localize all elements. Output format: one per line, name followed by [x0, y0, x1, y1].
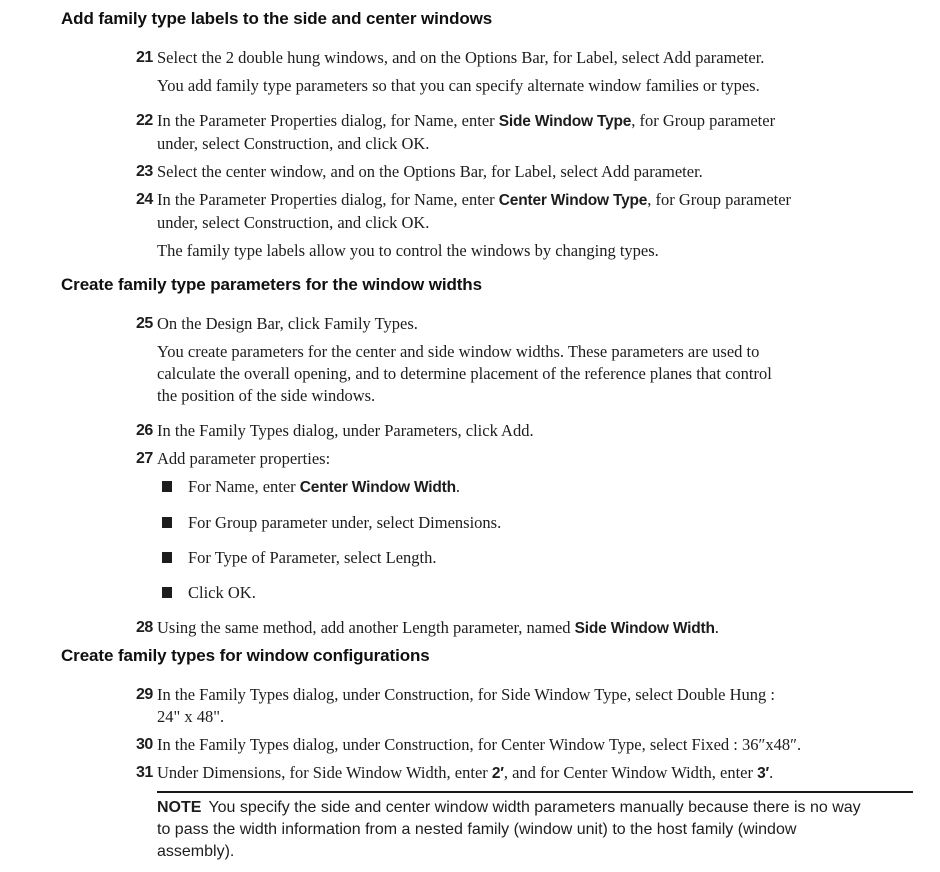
text-run: For Name, enter [188, 477, 300, 496]
text-run: to pass the width information from a nested family (window unit) to the host family (window [157, 821, 797, 838]
step-text [157, 448, 913, 470]
bullet-item [162, 476, 913, 499]
text-run: In the Family Types dialog, under Construction, for Center Window Type, select Fixed : 36″x48″. [157, 735, 802, 754]
text-run: Under Dimensions, for Side Window Width, enter [157, 763, 492, 782]
bullet-item [162, 512, 913, 534]
text-run: For Group parameter under, select Dimensions. [188, 513, 502, 532]
text-run: . [714, 618, 719, 637]
text-run: 24" x 48". [157, 707, 225, 726]
step-item [136, 734, 913, 756]
text-line [157, 47, 913, 69]
text-run: assembly). [157, 843, 235, 860]
bold-text-run: 3′ [757, 765, 770, 782]
text-run: , for Group parameter [631, 111, 776, 130]
bullet-item [162, 582, 913, 604]
text-line [157, 189, 913, 212]
text-run: , and for Center Window Width, enter [503, 763, 758, 782]
step-number: 29 [136, 686, 153, 703]
note-block [157, 791, 913, 863]
document-section [0, 646, 940, 863]
step-item [136, 189, 913, 234]
text-line [157, 420, 913, 442]
bullet-text [188, 582, 913, 604]
square-bullet-icon [162, 552, 172, 563]
document-section [0, 275, 940, 640]
step-item [136, 161, 913, 183]
text-run: the position of the side windows. [157, 386, 376, 405]
square-bullet-icon [162, 587, 172, 598]
square-bullet-icon [162, 517, 172, 528]
step-item [136, 47, 913, 69]
text-run: Using the same method, add another Length parameter, named [157, 618, 575, 637]
step-text [157, 617, 913, 640]
section-heading: Add family type labels to the side and center windows [61, 9, 493, 28]
text-line [157, 684, 913, 706]
text-run: calculate the overall opening, and to determine placement of the reference planes that control [157, 364, 772, 383]
text-run: You create parameters for the center and side window widths. These parameters are used to [157, 342, 760, 361]
paragraph [157, 240, 913, 262]
step-number: 24 [136, 191, 153, 208]
text-run: Add parameter properties: [157, 449, 331, 468]
step-item [136, 684, 913, 728]
step-text [157, 47, 913, 69]
square-bullet-icon [162, 481, 172, 492]
bullet-text [188, 512, 913, 534]
step-item [136, 762, 913, 785]
step-number: 27 [136, 450, 153, 467]
text-line [157, 363, 913, 385]
step-number: 21 [136, 49, 153, 66]
step-text [157, 420, 913, 442]
text-line [157, 617, 913, 640]
step-text [157, 161, 913, 183]
step-item [136, 617, 913, 640]
text-line [157, 161, 913, 183]
step-item [136, 448, 913, 470]
text-run: For Type of Parameter, select Length. [188, 548, 437, 567]
step-text [157, 762, 913, 785]
text-run: . [769, 763, 774, 782]
text-line [157, 110, 913, 133]
text-run: under, select Construction, and click OK. [157, 134, 430, 153]
text-run: . [455, 477, 460, 496]
step-number: 30 [136, 736, 153, 753]
text-line [157, 313, 913, 335]
text-run: , for Group parameter [647, 190, 792, 209]
text-run: Select the 2 double hung windows, and on the Options Bar, for Label, select Add parameter. [157, 48, 765, 67]
text-run: On the Design Bar, click Family Types. [157, 314, 418, 333]
text-run: In the Parameter Properties dialog, for Name, enter [157, 111, 499, 130]
paragraph [157, 75, 913, 97]
text-run: In the Family Types dialog, under Parameters, click Add. [157, 421, 534, 440]
step-text [157, 189, 913, 234]
text-line [188, 582, 913, 604]
text-run: In the Parameter Properties dialog, for Name, enter [157, 190, 499, 209]
note-divider-rule [157, 791, 913, 793]
text-line [157, 341, 913, 363]
bold-text-run: Center Window Width [299, 479, 456, 496]
text-line [157, 734, 913, 756]
text-line [157, 819, 913, 841]
bold-text-run: NOTE [157, 799, 202, 816]
text-line [157, 841, 913, 863]
step-item [136, 420, 913, 442]
step-text [157, 110, 913, 155]
section-heading: Create family type parameters for the window widths [61, 275, 482, 294]
bullet-text [188, 476, 913, 499]
text-line [157, 385, 913, 407]
bold-text-run: Side Window Type [498, 113, 632, 130]
section-heading: Create family types for window configurations [61, 646, 430, 665]
text-line [157, 706, 913, 728]
bold-text-run: 2′ [491, 765, 504, 782]
step-number: 22 [136, 112, 153, 129]
text-run: In the Family Types dialog, under Construction, for Side Window Type, select Double Hung : [157, 685, 775, 704]
text-run: Click OK. [188, 583, 256, 602]
bold-text-run: Side Window Width [574, 620, 715, 637]
document-section [0, 9, 940, 262]
step-item [136, 110, 913, 155]
text-line [157, 448, 913, 470]
step-text [157, 734, 913, 756]
text-line [157, 212, 913, 234]
step-number: 23 [136, 163, 153, 180]
text-run: You specify the side and center window width parameters manually because there is no way [208, 799, 861, 816]
text-line [157, 240, 913, 262]
text-run: The family type labels allow you to control the windows by changing types. [157, 241, 659, 260]
text-line [188, 476, 913, 499]
text-line [157, 133, 913, 155]
text-run: You add family type parameters so that you can specify alternate window families or types. [157, 76, 760, 95]
text-line [157, 797, 913, 819]
step-item [136, 313, 913, 335]
text-line [157, 762, 913, 785]
text-line [157, 75, 913, 97]
step-number: 28 [136, 619, 153, 636]
text-run: Select the center window, and on the Options Bar, for Label, select Add parameter. [157, 162, 703, 181]
step-text [157, 313, 913, 335]
text-line [188, 547, 913, 569]
bold-text-run: Center Window Type [498, 192, 648, 209]
bullet-item [162, 547, 913, 569]
paragraph [157, 341, 913, 407]
step-number: 26 [136, 422, 153, 439]
text-line [188, 512, 913, 534]
step-number: 31 [136, 764, 153, 781]
step-text [157, 684, 913, 728]
bullet-text [188, 547, 913, 569]
step-number: 25 [136, 315, 153, 332]
text-run: under, select Construction, and click OK. [157, 213, 430, 232]
